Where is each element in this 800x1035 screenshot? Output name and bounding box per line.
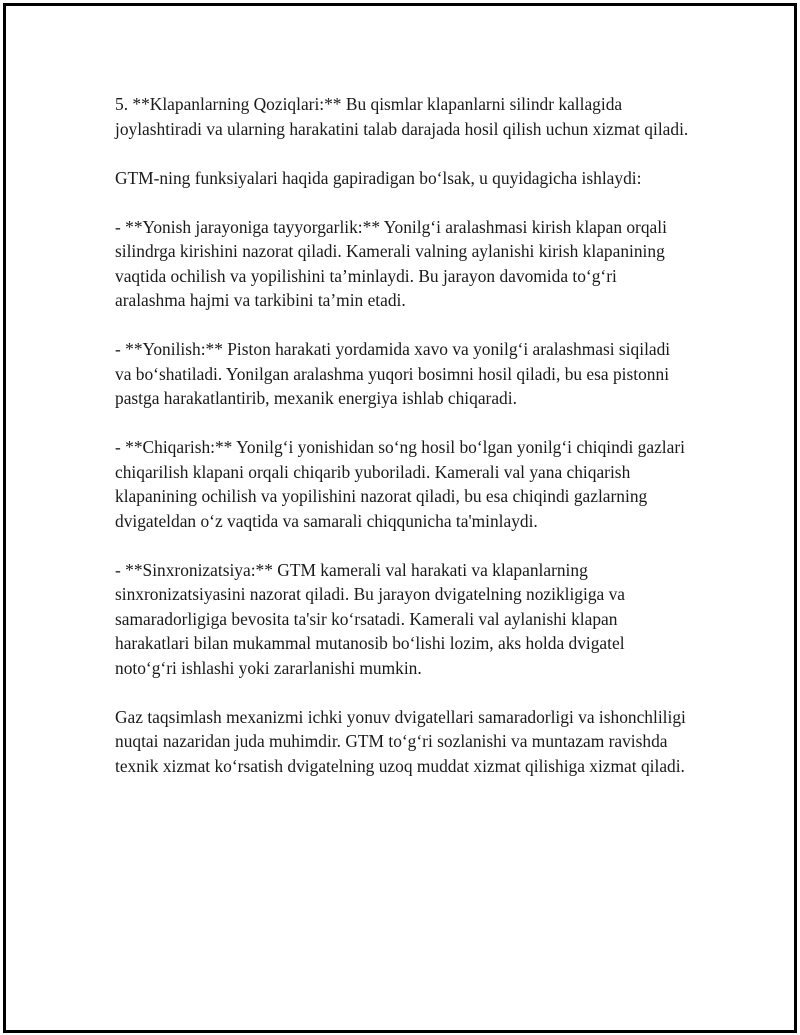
paragraph-ignition: - **Yonilish:** Piston harakati yordamida xavo va yonilg‘i aralashmasi siqiladi va bo‘shatiladi. Yonilgan aralashma yuqori bosimni hosil qiladi, bu esa pistonni pastga harakatlantirib, mexanik energiya ishlab chiqaradi. (115, 339, 671, 408)
paragraph-exhaust: - **Chiqarish:** Yonilg‘i yonishidan so‘ng hosil bo‘lgan yonilg‘i chiqindi gazlari chiqarilish klapani orqali chiqarib yuboriladi. Kamerali val yana chiqarish klapanining ochilish va yopilishini nazorat qiladi, bu esa chiqindi gazlarning dvigateldan o‘z vaqtida va samarali chiqqunicha ta'minlaydi. (115, 437, 685, 531)
paragraph-combustion-prep: - **Yonish jarayoniga tayyorgarlik:** Yonilg‘i aralashmasi kirish klapan orqali silindrga kirishini nazorat qiladi. Kamerali valning aylanishi kirish klapanining vaqtida ochilish va yopilishini ta’minlaydi. Bu jarayon davomida to‘g‘ri aralashma hajmi va tarkibini ta’min etadi. (115, 216, 667, 310)
paragraph-functions-intro: GTM-ning funksiyalari haqida gapiradigan bo‘lsak, u quyidagicha ishlaydi: (115, 167, 642, 188)
document-body (115, 92, 690, 803)
paragraph-valve-seats: 5. **Klapanlarning Qoziqlari:** Bu qismlar klapanlarni silindr kallagida joylashtiradi va ularning harakatini talab darajada hosil qilish uchun xizmat qiladi. (115, 94, 689, 139)
paragraph-conclusion: Gaz taqsimlash mexanizmi ichki yonuv dvigatellari samaradorligi va ishonchliligi nuqtai nazaridan juda muhimdir. GTM to‘g‘ri sozlanishi va muntazam ravishda texnik xizmat ko‘rsatish dvigatelning uzoq muddat xizmat qilishiga xizmat qiladi. (115, 706, 686, 776)
paragraph-synchronization: - **Sinxronizatsiya:** GTM kamerali val harakati va klapanlarning sinxronizatsiyasini nazorat qiladi. Bu jarayon dvigatelning nozikligiga va samaradorligiga bevosita ta'sir ko‘rsatadi. Kamerali val aylanishi klapan harakatlari bilan mukammal mutanosib bo‘lishi lozim, aks holda dvigatel noto‘g‘ri ishlashi yoki zararlanishi mumkin. (115, 559, 626, 678)
